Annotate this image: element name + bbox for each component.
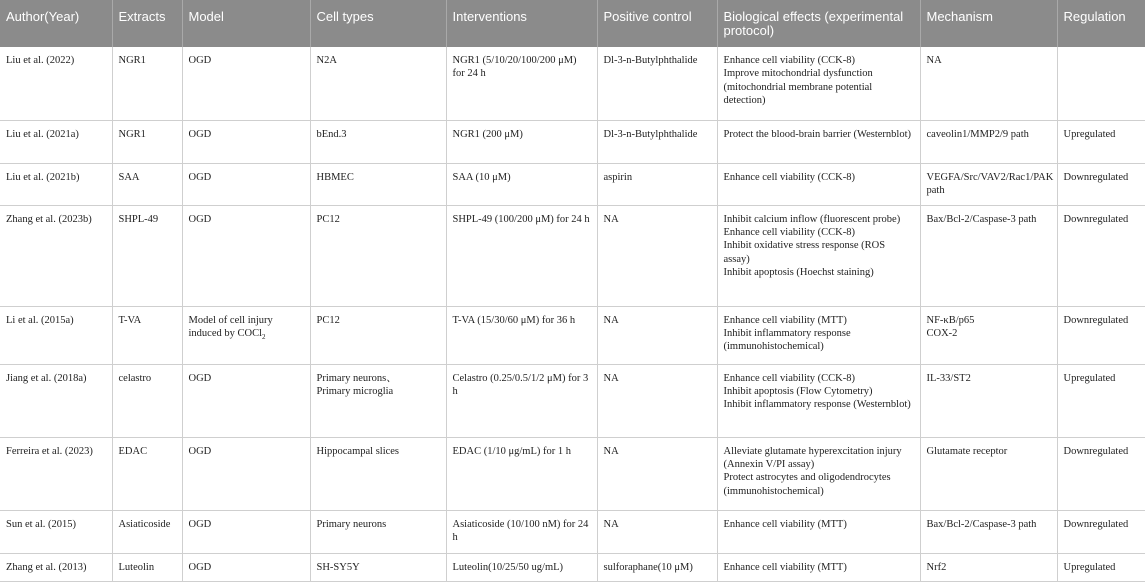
effects-cell	[717, 120, 920, 163]
model-cell: OGD	[182, 47, 310, 120]
effect-text: Enhance cell viability (MTT)	[723, 314, 847, 326]
interventions-cell: Asiaticoside (10/100 nM) for 24 h	[446, 510, 597, 553]
mechanism-cell	[920, 553, 1057, 581]
effect-text: Inhibit oxidative stress response (ROS assay)	[723, 240, 886, 265]
mechanism-text: NF-κB/p65	[926, 314, 975, 326]
mechanism-cell	[920, 205, 1057, 306]
interventions-cell: SHPL-49 (100/200 μM) for 24 h	[446, 205, 597, 306]
effect-text: Inhibit inflammatory response (immunohistochemical)	[723, 327, 851, 353]
mechanism-text: IL-33/ST2	[926, 372, 971, 384]
effects-cell	[717, 205, 920, 306]
effects-cell	[717, 364, 920, 437]
table-row	[0, 205, 1145, 306]
cell-type-text: Primary neurons、	[316, 372, 397, 384]
effects-cell	[717, 510, 920, 553]
table-row	[0, 306, 1145, 364]
positive-control-cell: aspirin	[597, 163, 717, 205]
cell-types-cell	[310, 306, 446, 364]
mechanism-cell	[920, 437, 1057, 510]
cell-types-cell	[310, 163, 446, 205]
author-cell: Zhang et al. (2013)	[0, 553, 112, 581]
extract-cell: SHPL-49	[112, 205, 182, 306]
regulation-cell: Upregulated	[1057, 364, 1145, 437]
author-cell: Jiang et al. (2018a)	[0, 364, 112, 437]
extract-cell: T-VA	[112, 306, 182, 364]
header-model: Model	[182, 0, 310, 47]
positive-control-cell: NA	[597, 364, 717, 437]
mechanism-cell	[920, 510, 1057, 553]
author-cell: Zhang et al. (2023b)	[0, 205, 112, 306]
table-row	[0, 553, 1145, 581]
table-row	[0, 163, 1145, 205]
cell-types-cell	[310, 553, 446, 581]
interventions-cell: NGR1 (5/10/20/100/200 μM) for 24 h	[446, 47, 597, 120]
mechanism-text: Bax/Bcl-2/Caspase-3 path	[926, 518, 1037, 530]
table-row	[0, 510, 1145, 553]
effect-text: Alleviate glutamate hyperexcitation injury (Annexin V/PI assay)	[723, 445, 902, 470]
mechanism-text: Nrf2	[926, 561, 947, 573]
regulation-cell: Upregulated	[1057, 120, 1145, 163]
author-cell: Li et al. (2015a)	[0, 306, 112, 364]
cell-types-cell	[310, 120, 446, 163]
regulation-cell	[1057, 47, 1145, 120]
header-positive-control: Positive control	[597, 0, 717, 47]
author-cell: Liu et al. (2022)	[0, 47, 112, 120]
cell-type-text: PC12	[316, 213, 340, 225]
mechanism-text: caveolin1/MMP2/9 path	[926, 128, 1029, 140]
table-row	[0, 120, 1145, 163]
effects-cell	[717, 306, 920, 364]
header-mechanism: Mechanism	[920, 0, 1057, 47]
effects-cell	[717, 437, 920, 510]
mechanism-cell	[920, 120, 1057, 163]
regulation-cell: Upregulated	[1057, 553, 1145, 581]
positive-control-cell: Dl-3-n-Butylphthalide	[597, 47, 717, 120]
interventions-cell: Luteolin(10/25/50 ug/mL)	[446, 553, 597, 581]
mechanism-cell	[920, 364, 1057, 437]
model-cell: OGD	[182, 205, 310, 306]
cell-type-text: N2A	[316, 55, 337, 66]
effect-text: Inhibit apoptosis (Flow Cytometry)	[723, 385, 873, 397]
header-author-year: Author(Year)	[0, 0, 112, 47]
author-cell: Sun et al. (2015)	[0, 510, 112, 553]
mechanism-text: COX-2	[926, 327, 958, 339]
cell-type-text: Primary microglia	[316, 385, 394, 397]
cell-types-cell	[310, 364, 446, 437]
header-row	[0, 0, 1145, 47]
effects-cell	[717, 163, 920, 205]
model-cell: OGD	[182, 364, 310, 437]
model-cell	[182, 306, 310, 364]
header-cell-types: Cell types	[310, 0, 446, 47]
header-extracts: Extracts	[112, 0, 182, 47]
author-cell: Ferreira et al. (2023)	[0, 437, 112, 510]
positive-control-cell: NA	[597, 510, 717, 553]
header-regulation: Regulation	[1057, 0, 1145, 47]
cell-type-text: PC12	[316, 314, 340, 326]
regulation-cell: Downregulated	[1057, 163, 1145, 205]
author-cell: Liu et al. (2021a)	[0, 120, 112, 163]
cell-types-cell	[310, 47, 446, 120]
model-cell: OGD	[182, 510, 310, 553]
extract-cell: SAA	[112, 163, 182, 205]
table-row	[0, 437, 1145, 510]
mechanism-text: Bax/Bcl-2/Caspase-3 path	[926, 213, 1037, 225]
cell-types-cell	[310, 437, 446, 510]
model-cell: OGD	[182, 163, 310, 205]
effect-text: Enhance cell viability (MTT)	[723, 518, 847, 530]
model-cell: OGD	[182, 437, 310, 510]
mechanism-cell	[920, 306, 1057, 364]
regulation-cell: Downregulated	[1057, 205, 1145, 306]
mechanism-text: NA	[926, 55, 942, 66]
mechanism-cell	[920, 47, 1057, 120]
effect-text: Inhibit calcium inflow (fluorescent probe)	[723, 213, 901, 225]
model-text: Model of cell injury induced by COCl	[188, 314, 273, 339]
mechanism-text: VEGFA/Src/VAV2/Rac1/PAK path	[926, 171, 1054, 196]
cell-type-text: Hippocampal slices	[316, 445, 400, 457]
cell-type-text: bEnd.3	[316, 128, 347, 140]
table-row	[0, 47, 1145, 120]
effects-cell	[717, 47, 920, 120]
interventions-cell: Celastro (0.25/0.5/1/2 μM) for 3 h	[446, 364, 597, 437]
cell-type-text: SH-SY5Y	[316, 561, 360, 573]
effects-cell	[717, 553, 920, 581]
mechanism-text: Glutamate receptor	[926, 445, 1008, 457]
positive-control-cell: NA	[597, 205, 717, 306]
regulation-cell: Downregulated	[1057, 306, 1145, 364]
effect-text: Protect the blood-brain barrier (Westernblot)	[723, 128, 912, 140]
extract-cell: NGR1	[112, 120, 182, 163]
positive-control-cell: NA	[597, 306, 717, 364]
effect-text: Inhibit apoptosis (Hoechst staining)	[723, 267, 874, 279]
model-subscript: 2	[262, 333, 266, 341]
positive-control-cell: Dl-3-n-Butylphthalide	[597, 120, 717, 163]
author-cell: Liu et al. (2021b)	[0, 163, 112, 205]
cell-types-cell	[310, 510, 446, 553]
model-cell: OGD	[182, 120, 310, 163]
effect-text: Protect astrocytes and oligodendrocytes (immunohistochemical)	[723, 472, 891, 497]
mechanism-cell	[920, 163, 1057, 205]
model-cell: OGD	[182, 553, 310, 581]
positive-control-cell: NA	[597, 437, 717, 510]
extract-cell: Asiaticoside	[112, 510, 182, 553]
cell-type-text: HBMEC	[316, 171, 354, 183]
interventions-cell: SAA (10 μM)	[446, 163, 597, 205]
interventions-cell: NGR1 (200 μM)	[446, 120, 597, 163]
extract-cell: Luteolin	[112, 553, 182, 581]
cell-types-cell	[310, 205, 446, 306]
table-row	[0, 364, 1145, 437]
effect-text: Enhance cell viability (CCK-8)	[723, 372, 856, 384]
effect-text: Improve mitochondrial dysfunction (mitochondrial membrane potential detection)	[723, 68, 873, 107]
effect-text: Inhibit inflammatory response (Westernblot)	[723, 399, 911, 411]
effect-text: Enhance cell viability (CCK-8)	[723, 226, 856, 238]
effect-text: Enhance cell viability (CCK-8)	[723, 171, 856, 183]
interventions-cell: T-VA (15/30/60 μM) for 36 h	[446, 306, 597, 364]
interventions-cell: EDAC (1/10 μg/mL) for 1 h	[446, 437, 597, 510]
effect-text: Enhance cell viability (MTT)	[723, 561, 847, 573]
extract-cell: celastro	[112, 364, 182, 437]
header-interventions: Interventions	[446, 0, 597, 47]
extract-cell: NGR1	[112, 47, 182, 120]
regulation-cell: Downregulated	[1057, 437, 1145, 510]
effect-text: Enhance cell viability (CCK-8)	[723, 55, 856, 66]
extract-cell: EDAC	[112, 437, 182, 510]
cell-type-text: Primary neurons	[316, 518, 387, 530]
positive-control-cell: sulforaphane(10 μM)	[597, 553, 717, 581]
regulation-cell: Downregulated	[1057, 510, 1145, 553]
header-biological-effects: Biological effects (experimental protocol)	[717, 0, 920, 47]
